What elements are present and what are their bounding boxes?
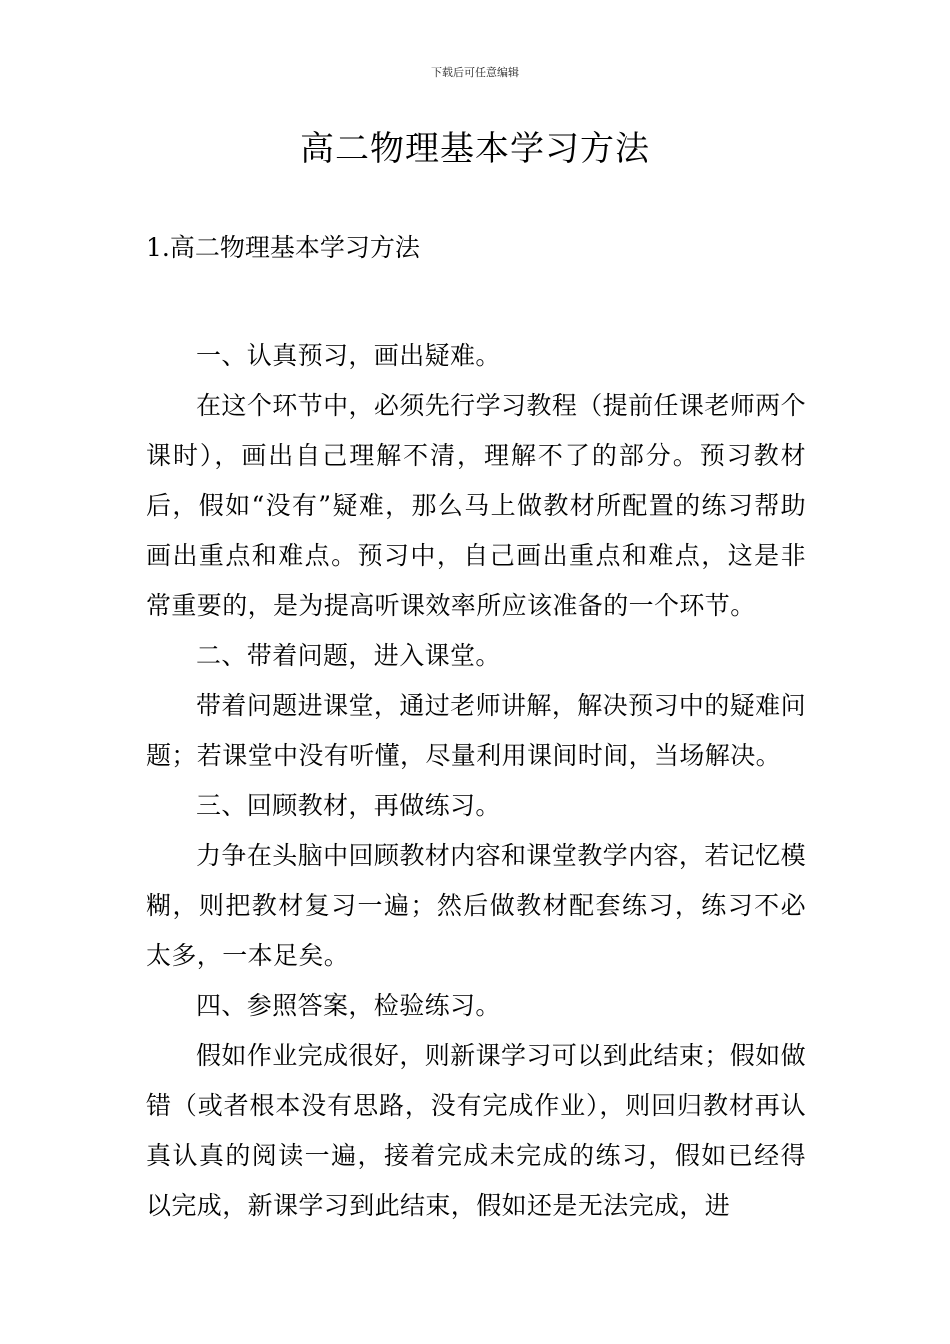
document-title: 高二物理基本学习方法 xyxy=(300,129,650,169)
heading-check: 四、参照答案，检验练习。 xyxy=(196,991,501,1020)
paragraph-preview: 在这个环节中，必须先行学习教程（提前任课老师两个课时），画出自己理解不清，理解不了的部分。预习教材后，假如“没有”疑难，那么马上做教材所配置的练习帮助画出重点和难点。预习中，自己画出重点和难点，这是非常重要的，是为提高听课效率所应该准备的一个环节。 xyxy=(146,391,806,620)
paragraph-check: 假如作业完成很好，则新课学习可以到此结束；假如做错（或者根本没有思路，没有完成作业），则回归教材再认真认真的阅读一遍，接着完成未完成的练习，假如已经得以完成，新课学习到此结束，假如还是无法完成，进 xyxy=(146,1041,806,1220)
heading-preview: 一、认真预习，画出疑难。 xyxy=(196,341,501,370)
paragraph-classroom: 带着问题进课堂，通过老师讲解，解决预习中的疑难问题；若课堂中没有听懂，尽量利用课间时间，当场解决。 xyxy=(146,691,806,770)
paragraph-review: 力争在头脑中回顾教材内容和课堂教学内容，若记忆模糊，则把教材复习一遍；然后做教材配套练习，练习不必太多，一本足矣。 xyxy=(146,841,806,970)
header-note: 下载后可任意编辑 xyxy=(431,66,519,79)
heading-review: 三、回顾教材，再做练习。 xyxy=(196,791,501,820)
heading-classroom: 二、带着问题，进入课堂。 xyxy=(196,641,501,670)
document-body xyxy=(146,331,806,1231)
section-heading: 1.高二物理基本学习方法 xyxy=(146,233,420,262)
